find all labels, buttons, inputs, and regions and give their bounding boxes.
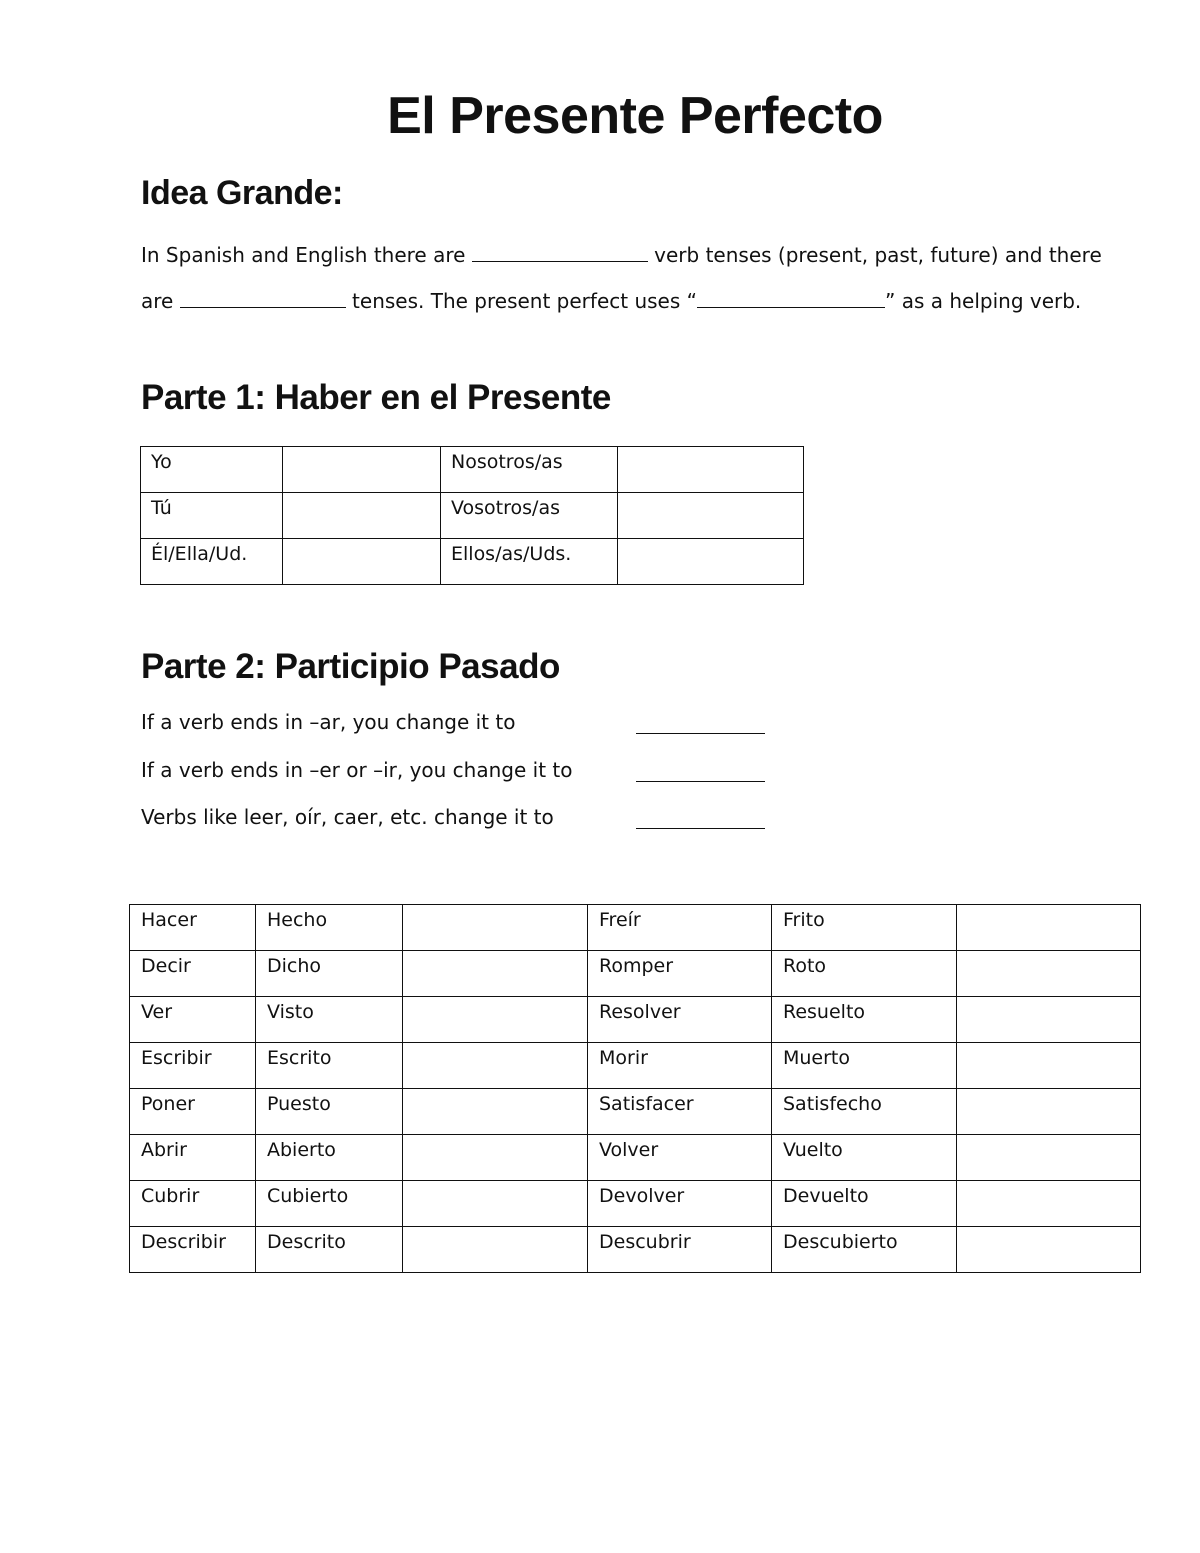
table-row — [141, 539, 804, 585]
line2-text-c: ” as a helping verb. — [884, 289, 1082, 313]
rule-er-ir: If a verb ends in –er or –ir, you change it to — [141, 758, 573, 782]
participle-cell — [772, 1043, 957, 1089]
subject-cell-text: Él/Ella/Ud. — [151, 543, 248, 565]
answer-cell[interactable] — [403, 1181, 588, 1227]
infinitive-cell-text: Poner — [141, 1093, 195, 1115]
participle-cell-text: Devuelto — [783, 1185, 869, 1207]
participle-cell — [772, 1135, 957, 1181]
infinitive-cell — [130, 951, 256, 997]
infinitive-cell — [588, 1227, 772, 1273]
subject-cell-text: Ellos/as/Uds. — [451, 543, 572, 565]
infinitive-cell — [130, 1089, 256, 1135]
infinitive-cell — [588, 1043, 772, 1089]
rule-ar: If a verb ends in –ar, you change it to — [141, 710, 516, 734]
infinitive-cell — [130, 1043, 256, 1089]
participle-cell-text: Visto — [267, 1001, 314, 1023]
infinitive-cell-text: Describir — [141, 1231, 226, 1253]
page-title: El Presente Perfecto — [387, 87, 883, 145]
participle-cell — [256, 1181, 403, 1227]
infinitive-cell-text: Satisfacer — [599, 1093, 694, 1115]
infinitive-cell — [588, 1089, 772, 1135]
infinitive-cell-text: Ver — [141, 1001, 173, 1023]
participle-cell — [256, 951, 403, 997]
infinitive-cell — [588, 951, 772, 997]
fill-in-blank-1[interactable] — [472, 243, 648, 262]
subject-cell-text: Vosotros/as — [451, 497, 560, 519]
participle-cell — [772, 1089, 957, 1135]
answer-cell[interactable] — [403, 1043, 588, 1089]
participle-cell — [772, 997, 957, 1043]
participle-cell-text: Roto — [783, 955, 827, 977]
participle-cell-text: Descrito — [267, 1231, 346, 1253]
infinitive-cell — [588, 905, 772, 951]
participle-cell — [772, 905, 957, 951]
participle-cell-text: Abierto — [267, 1139, 336, 1161]
table-row — [141, 447, 804, 493]
infinitive-cell-text: Escribir — [141, 1047, 212, 1069]
haber-answer-cell[interactable] — [618, 539, 804, 585]
rule-ar-blank[interactable] — [636, 715, 765, 734]
infinitive-cell-text: Abrir — [141, 1139, 187, 1161]
fill-in-blank-3[interactable] — [697, 289, 885, 308]
subject-cell — [441, 493, 618, 539]
answer-cell[interactable] — [957, 1227, 1141, 1273]
infinitive-cell — [588, 997, 772, 1043]
subject-cell-text: Yo — [151, 451, 172, 473]
participle-cell — [772, 951, 957, 997]
parte2-heading: Parte 2: Participio Pasado — [141, 647, 560, 686]
participle-cell — [256, 1043, 403, 1089]
participle-cell-text: Escrito — [267, 1047, 332, 1069]
subject-cell-text: Nosotros/as — [451, 451, 563, 473]
haber-answer-cell[interactable] — [618, 447, 804, 493]
line1-text-a: In Spanish and English there are — [141, 243, 472, 267]
participle-cell — [256, 1135, 403, 1181]
participle-cell-text: Dicho — [267, 955, 322, 977]
answer-cell[interactable] — [957, 905, 1141, 951]
parte1-heading: Parte 1: Haber en el Presente — [141, 378, 611, 417]
table-row — [130, 1135, 1141, 1181]
participle-cell-text: Frito — [783, 909, 825, 931]
haber-answer-cell[interactable] — [283, 539, 441, 585]
participle-cell-text: Hecho — [267, 909, 328, 931]
infinitive-cell-text: Devolver — [599, 1185, 685, 1207]
participle-cell — [256, 905, 403, 951]
answer-cell[interactable] — [403, 951, 588, 997]
fill-in-blank-2[interactable] — [180, 289, 346, 308]
infinitive-cell-text: Decir — [141, 955, 191, 977]
infinitive-cell — [130, 1135, 256, 1181]
table-row — [130, 1227, 1141, 1273]
infinitive-cell-text: Hacer — [141, 909, 197, 931]
table-row — [141, 493, 804, 539]
line2-text-b: tenses. The present perfect uses “ — [345, 289, 697, 313]
haber-conjugation-table — [140, 446, 804, 585]
infinitive-cell-text: Freír — [599, 909, 641, 931]
subject-cell — [141, 447, 283, 493]
infinitive-cell-text: Morir — [599, 1047, 648, 1069]
idea-grande-heading: Idea Grande: — [141, 174, 343, 212]
participle-cell-text: Puesto — [267, 1093, 331, 1115]
table-row — [130, 951, 1141, 997]
participle-cell — [772, 1181, 957, 1227]
infinitive-cell — [130, 997, 256, 1043]
answer-cell[interactable] — [957, 1043, 1141, 1089]
irregular-participles-table — [129, 904, 1141, 1273]
answer-cell[interactable] — [957, 1089, 1141, 1135]
infinitive-cell-text: Volver — [599, 1139, 659, 1161]
participle-cell — [256, 997, 403, 1043]
answer-cell[interactable] — [403, 1089, 588, 1135]
answer-cell[interactable] — [403, 1227, 588, 1273]
haber-answer-cell[interactable] — [283, 447, 441, 493]
rule-er-ir-blank[interactable] — [636, 763, 765, 782]
table-row — [130, 905, 1141, 951]
infinitive-cell-text: Romper — [599, 955, 674, 977]
participle-cell-text: Descubierto — [783, 1231, 898, 1253]
participle-cell — [256, 1227, 403, 1273]
line1-text-b: verb tenses (present, past, future) and there — [647, 243, 1102, 267]
idea-grande-line-1 — [141, 243, 1102, 267]
answer-cell[interactable] — [403, 997, 588, 1043]
infinitive-cell — [130, 1181, 256, 1227]
participle-cell-text: Satisfecho — [783, 1093, 882, 1115]
participle-cell-text: Muerto — [783, 1047, 851, 1069]
table-row — [130, 1181, 1141, 1227]
infinitive-cell — [130, 1227, 256, 1273]
answer-cell[interactable] — [403, 905, 588, 951]
infinitive-cell — [130, 905, 256, 951]
answer-cell[interactable] — [403, 1135, 588, 1181]
participle-cell — [772, 1227, 957, 1273]
haber-answer-cell[interactable] — [618, 493, 804, 539]
idea-grande-line-2 — [141, 289, 1081, 313]
subject-cell — [441, 539, 618, 585]
participle-cell — [256, 1089, 403, 1135]
participle-cell-text: Resuelto — [783, 1001, 866, 1023]
answer-cell[interactable] — [957, 951, 1141, 997]
line2-text-a: are — [141, 289, 180, 313]
rule-leer-oir-caer: Verbs like leer, oír, caer, etc. change it to — [141, 805, 554, 829]
subject-cell — [141, 539, 283, 585]
infinitive-cell — [588, 1181, 772, 1227]
subject-cell — [141, 493, 283, 539]
haber-answer-cell[interactable] — [283, 493, 441, 539]
rule-leer-oir-caer-blank[interactable] — [636, 810, 765, 829]
answer-cell[interactable] — [957, 1135, 1141, 1181]
table-row — [130, 1043, 1141, 1089]
answer-cell[interactable] — [957, 1181, 1141, 1227]
table-row — [130, 997, 1141, 1043]
infinitive-cell — [588, 1135, 772, 1181]
subject-cell-text: Tú — [151, 497, 172, 519]
participle-cell-text: Vuelto — [783, 1139, 843, 1161]
infinitive-cell-text: Descubrir — [599, 1231, 691, 1253]
infinitive-cell-text: Cubrir — [141, 1185, 200, 1207]
table-row — [130, 1089, 1141, 1135]
subject-cell — [441, 447, 618, 493]
answer-cell[interactable] — [957, 997, 1141, 1043]
infinitive-cell-text: Resolver — [599, 1001, 681, 1023]
participle-cell-text: Cubierto — [267, 1185, 349, 1207]
